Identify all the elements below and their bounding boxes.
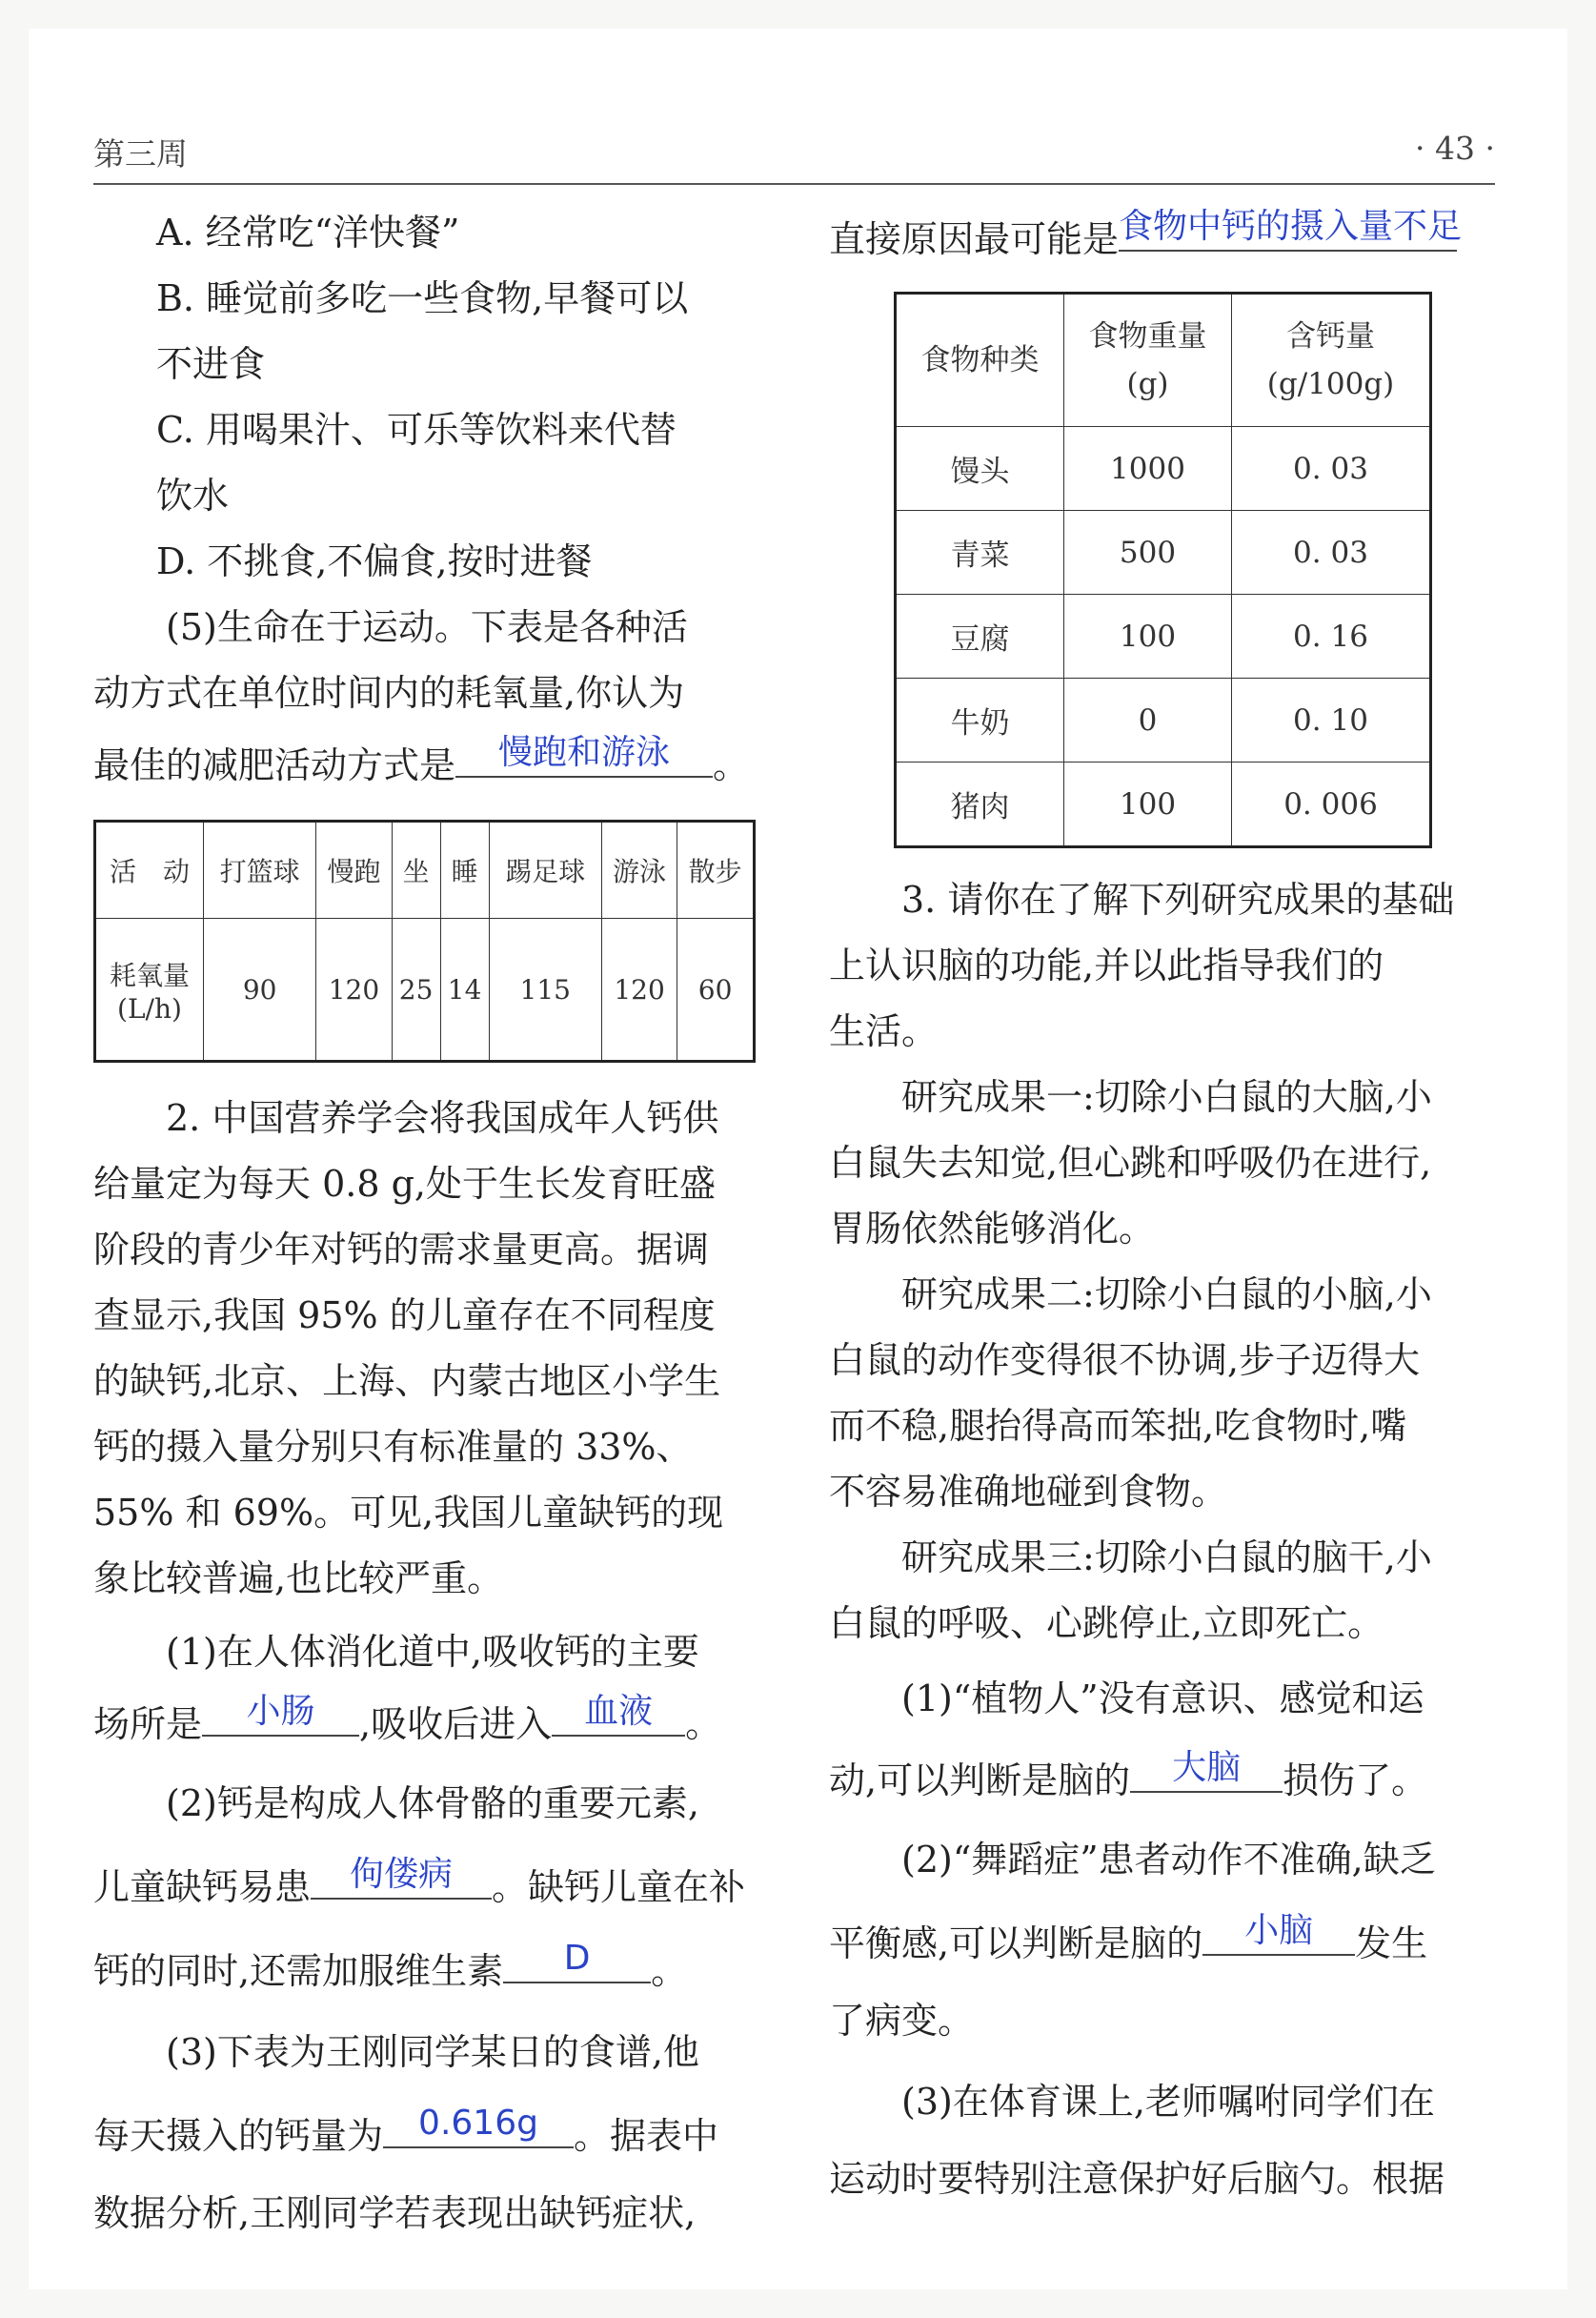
food-weight: 1000 bbox=[1064, 427, 1232, 511]
calcium-header bbox=[1232, 294, 1431, 427]
q2-3-line3: 数据分析,王刚同学若表现出缺钙症状, bbox=[93, 2192, 697, 2234]
q2-2-line2 bbox=[93, 1848, 756, 1921]
food-calcium: 0. 10 bbox=[1232, 679, 1431, 762]
option-c bbox=[93, 397, 756, 529]
food-weight: 100 bbox=[1064, 595, 1232, 679]
q3-intro-line: 3. 请你在了解下列研究成果的基础 bbox=[901, 879, 1455, 921]
activity-cell: 踢足球 bbox=[489, 822, 601, 919]
q3-1-prompt: 动,可以判断是脑的 bbox=[829, 1759, 1131, 1801]
q3-1-end: 损伤了。 bbox=[1283, 1759, 1428, 1801]
q5-line3 bbox=[93, 726, 756, 799]
option-text-cont: 饮水 bbox=[156, 475, 230, 517]
food-weight-unit: (g) bbox=[1126, 367, 1169, 401]
q3-intro-line: 上认识脑的功能,并以此指导我们的 bbox=[829, 945, 1384, 986]
q5-line2: 动方式在单位时间内的耗氧量,你认为 bbox=[93, 672, 685, 714]
oxygen-cell: 90 bbox=[204, 919, 316, 1062]
activity-cell: 游泳 bbox=[601, 822, 677, 919]
activity-table bbox=[93, 820, 756, 1063]
q2-3-mid: 。据表中 bbox=[574, 2115, 719, 2157]
q2-2-line3 bbox=[93, 1932, 756, 2004]
option-a bbox=[93, 200, 756, 266]
calcium-label: 含钙量 bbox=[1286, 319, 1375, 354]
left-column bbox=[93, 200, 756, 2247]
q2-2-prompt-2: 钙的同时,还需加服维生素 bbox=[93, 1950, 504, 1992]
food-calcium: 0. 16 bbox=[1232, 595, 1431, 679]
q2-intro-line: 查显示,我国 95% 的儿童存在不同程度 bbox=[93, 1294, 716, 1336]
research-2-line: 而不稳,腿抬得高而笨拙,吃食物时,嘴 bbox=[829, 1405, 1407, 1447]
food-weight-header bbox=[1064, 294, 1232, 427]
q2-intro-line: 55% 和 69%。可见,我国儿童缺钙的现 bbox=[93, 1492, 724, 1534]
food-weight: 100 bbox=[1064, 762, 1232, 847]
activity-cell: 散步 bbox=[677, 822, 755, 919]
q5-prompt: 最佳的减肥活动方式是 bbox=[93, 744, 456, 786]
food-type-header: 食物种类 bbox=[896, 294, 1064, 427]
oxygen-header-unit: (L/h) bbox=[117, 992, 182, 1025]
q5-line1: (5)生命在于运动。下表是各种活 bbox=[166, 606, 688, 648]
option-d bbox=[93, 529, 756, 595]
option-label: A. bbox=[156, 212, 194, 254]
q2-1-mid: ,吸收后进入 bbox=[359, 1703, 553, 1745]
q2-2-line1: (2)钙是构成人体骨骼的重要元素, bbox=[166, 1782, 699, 1824]
activity-header: 活 动 bbox=[95, 822, 204, 919]
q5-end: 。 bbox=[713, 744, 750, 786]
q2-2-answer-2: D bbox=[563, 1939, 591, 1978]
food-row bbox=[896, 762, 1431, 847]
food-name: 青菜 bbox=[896, 511, 1064, 595]
q3-1-answer: 大脑 bbox=[1172, 1748, 1242, 1787]
q2-3-prompt-2: 直接原因最可能是 bbox=[829, 218, 1120, 260]
oxygen-cell: 25 bbox=[392, 919, 440, 1062]
q2-1-end: 。 bbox=[685, 1703, 722, 1745]
q3-3-line1: (3)在体育课上,老师嘱咐同学们在 bbox=[901, 2081, 1435, 2123]
q2-2-end: 。 bbox=[651, 1950, 688, 1992]
q2-intro-line: 给量定为每天 0.8 g,处于生长发育旺盛 bbox=[93, 1163, 716, 1205]
research-2-line: 白鼠的动作变得很不协调,步子迈得大 bbox=[829, 1339, 1421, 1381]
food-row bbox=[896, 427, 1431, 511]
activity-cell: 睡 bbox=[440, 822, 489, 919]
q2-intro-line: 的缺钙,北京、上海、内蒙古地区小学生 bbox=[93, 1360, 721, 1402]
option-label: D. bbox=[156, 540, 196, 582]
oxygen-cell: 120 bbox=[601, 919, 677, 1062]
q3-2-line1: (2)“舞蹈症”患者动作不准确,缺乏 bbox=[901, 1839, 1436, 1881]
q2-3-blank-1 bbox=[383, 2097, 574, 2148]
option-text: 不挑食,不偏食,按时进餐 bbox=[207, 540, 593, 582]
food-name: 馒头 bbox=[896, 427, 1064, 511]
activity-cell: 坐 bbox=[392, 822, 440, 919]
q2-1-line2 bbox=[93, 1685, 756, 1758]
food-row bbox=[896, 511, 1431, 595]
research-2-line: 不容易准确地碰到食物。 bbox=[829, 1471, 1228, 1513]
oxygen-header bbox=[95, 919, 204, 1062]
food-calcium: 0. 006 bbox=[1232, 762, 1431, 847]
oxygen-cell: 115 bbox=[489, 919, 601, 1062]
food-calcium: 0. 03 bbox=[1232, 511, 1431, 595]
q3-1-line2 bbox=[829, 1741, 1496, 1814]
food-weight-label: 食物重量 bbox=[1088, 319, 1207, 354]
q2-1-line1: (1)在人体消化道中,吸收钙的主要 bbox=[166, 1631, 699, 1673]
option-text: 用喝果汁、可乐等饮料来代替 bbox=[205, 409, 677, 451]
research-3-line: 研究成果三:切除小白鼠的脑干,小 bbox=[901, 1536, 1432, 1578]
q2-2-blank-2 bbox=[503, 1932, 651, 1983]
page-number: · 43 · bbox=[1415, 130, 1495, 167]
q2-3-answer-2: 食物中钙的摄入量不足 bbox=[1119, 207, 1463, 246]
q2-1-blank-1 bbox=[202, 1685, 359, 1737]
q2-3-prompt: 每天摄入的钙量为 bbox=[93, 2115, 384, 2157]
food-name: 猪肉 bbox=[896, 762, 1064, 847]
option-text: 睡觉前多吃一些食物,早餐可以 bbox=[206, 277, 689, 319]
q2-intro-line: 阶段的青少年对钙的需求量更高。据调 bbox=[93, 1229, 710, 1271]
q2-1-answer-1: 小肠 bbox=[246, 1692, 315, 1731]
food-calcium: 0. 03 bbox=[1232, 427, 1431, 511]
food-weight: 500 bbox=[1064, 511, 1232, 595]
q3-2-end: 发生 bbox=[1355, 1922, 1428, 1964]
food-row bbox=[896, 679, 1431, 762]
q2-intro-line: 钙的摄入量分别只有标准量的 33%、 bbox=[93, 1426, 693, 1468]
q2-3-line2 bbox=[93, 2097, 756, 2169]
food-name: 豆腐 bbox=[896, 595, 1064, 679]
q5-answer-blank bbox=[455, 726, 713, 778]
q3-intro-line: 生活。 bbox=[829, 1010, 939, 1052]
q2-intro-line: 象比较普遍,也比较严重。 bbox=[93, 1557, 504, 1599]
calcium-unit: (g/100g) bbox=[1266, 367, 1395, 401]
q2-2-answer-1: 佝偻病 bbox=[350, 1855, 454, 1894]
q2-3-line1: (3)下表为王刚同学某日的食谱,他 bbox=[166, 2031, 699, 2073]
oxygen-cell: 120 bbox=[316, 919, 392, 1062]
q2-1-prompt: 场所是 bbox=[93, 1703, 203, 1745]
research-1-line: 白鼠失去知觉,但心跳和呼吸仍在进行, bbox=[829, 1142, 1432, 1184]
q3-2-answer: 小脑 bbox=[1244, 1911, 1314, 1950]
option-label: B. bbox=[156, 277, 195, 319]
food-name: 牛奶 bbox=[896, 679, 1064, 762]
food-weight: 0 bbox=[1064, 679, 1232, 762]
research-2-line: 研究成果二:切除小白鼠的小脑,小 bbox=[901, 1273, 1432, 1315]
activity-row bbox=[95, 822, 755, 919]
food-table bbox=[894, 292, 1432, 848]
q2-1-blank-2 bbox=[552, 1685, 685, 1737]
option-text-cont: 不进食 bbox=[156, 343, 266, 385]
section-title: 第三周 bbox=[93, 135, 188, 173]
q3-2-blank bbox=[1202, 1904, 1355, 1956]
q2-intro-line: 2. 中国营养学会将我国成年人钙供 bbox=[166, 1097, 719, 1139]
q2-1-answer-2: 血液 bbox=[584, 1692, 654, 1731]
option-label: C. bbox=[156, 409, 194, 451]
q3-3-line2: 运动时要特别注意保护好后脑勺。根据 bbox=[829, 2158, 1445, 2200]
q2-3-line4 bbox=[829, 200, 1496, 273]
q2-2-blank-1 bbox=[311, 1848, 492, 1900]
q2-3-answer-1: 0.616g bbox=[418, 2104, 538, 2143]
oxygen-cell: 60 bbox=[677, 919, 755, 1062]
q2-3-blank-2 bbox=[1119, 200, 1463, 252]
q2-2-prompt: 儿童缺钙易患 bbox=[93, 1866, 312, 1908]
q5-answer: 慢跑和游泳 bbox=[498, 733, 671, 772]
food-table-header bbox=[896, 294, 1431, 427]
option-text: 经常吃“洋快餐” bbox=[205, 212, 460, 254]
option-b bbox=[93, 266, 756, 397]
right-column bbox=[829, 200, 1496, 2212]
q3-1-blank bbox=[1130, 1741, 1283, 1793]
q3-2-line3: 了病变。 bbox=[829, 2000, 975, 2042]
research-1-line: 研究成果一:切除小白鼠的大脑,小 bbox=[901, 1076, 1432, 1118]
page-header bbox=[93, 126, 1495, 185]
q2-2-mid: 。缺钙儿童在补 bbox=[492, 1866, 746, 1908]
q3-2-prompt: 平衡感,可以判断是脑的 bbox=[829, 1922, 1203, 1964]
activity-cell: 慢跑 bbox=[316, 822, 392, 919]
q3-1-line1: (1)“植物人”没有意识、感觉和运 bbox=[901, 1678, 1424, 1719]
q3-2-line2 bbox=[829, 1904, 1496, 1977]
oxygen-header-label: 耗氧量 bbox=[109, 959, 190, 991]
food-row bbox=[896, 595, 1431, 679]
oxygen-row bbox=[95, 919, 755, 1062]
oxygen-cell: 14 bbox=[440, 919, 489, 1062]
research-3-line: 白鼠的呼吸、心跳停止,立即死亡。 bbox=[829, 1602, 1384, 1644]
activity-cell: 打篮球 bbox=[204, 822, 316, 919]
research-1-line: 胃肠依然能够消化。 bbox=[829, 1208, 1156, 1250]
